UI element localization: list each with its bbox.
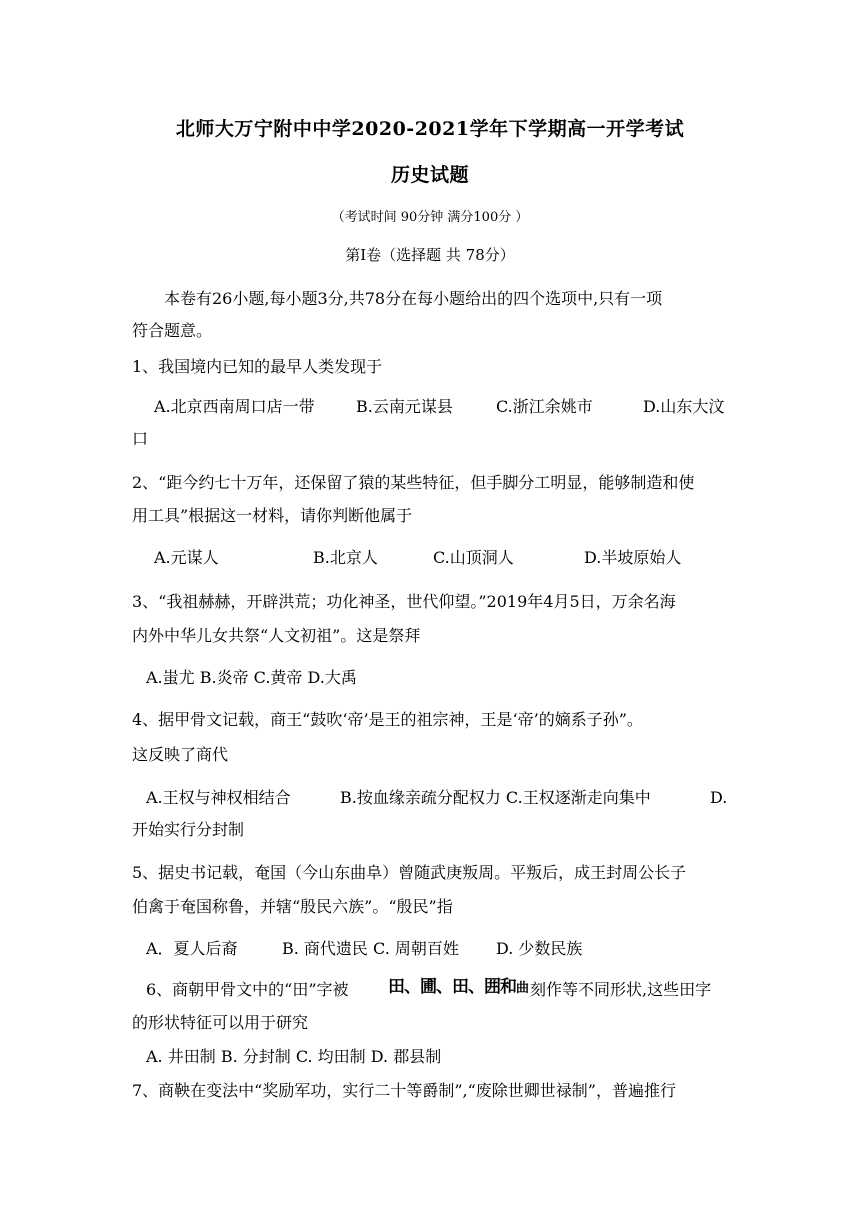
question-1-option-d-continued: 口	[132, 429, 149, 448]
instructions-line-1: 本卷有26小题,每小题3分,共78分在每小题给出的四个选项中,只有一项	[164, 289, 663, 308]
question-4-stem-line-1: 4、据甲骨文记载，商王“鼓吹‘帝’是王的祖宗神，王是‘帝’的嫡系子孙”。	[132, 710, 643, 729]
question-3-stem-line-2: 内外中华儿女共祭“人文初祖”。这是祭拜	[132, 626, 421, 645]
question-6-stem-part-1: 6、商朝甲骨文中的“田”字被	[146, 980, 349, 999]
question-2-option-a: A.元谋人	[154, 548, 219, 567]
question-6-options: A. 井田制 B. 分封制 C. 均田制 D. 郡县制	[146, 1047, 442, 1066]
question-1-option-a: A.北京西南周口店一带	[154, 397, 315, 416]
question-4-stem-line-2: 这反映了商代	[132, 745, 229, 764]
question-2-stem-line-2: 用工具”根据这一材料，请你判断他属于	[132, 506, 413, 525]
question-2-stem-line-1: 2、“距今约七十万年，还保留了猿的某些特征，但手脚分工明显，能够制造和使	[132, 473, 695, 492]
question-6-stem-line-2: 的形状特征可以用于研究	[132, 1013, 309, 1032]
section-heading: 第Ⅰ卷（选择题 共 78分）	[345, 246, 515, 264]
question-5-option-b-c: B. 商代遗民 C. 周朝百姓	[282, 939, 459, 958]
exam-subtitle: 历史试题	[390, 164, 469, 186]
question-2-option-d: D.半坡原始人	[584, 548, 682, 567]
question-6-stem-part-2: 刻作等不同形状,这些田字	[530, 980, 712, 999]
exam-info: （考试时间 90分钟 满分100分 ）	[331, 210, 529, 225]
question-3-options: A.蚩尤 B.炎帝 C.黄帝 D.大禹	[146, 668, 357, 687]
question-5-stem-line-1: 5、据史书记载，奄国（今山东曲阜）曾随武庚叛周。平叛后，成王封周公长子	[132, 863, 687, 882]
question-1-stem: 1、我国境内已知的最早人类发现于	[132, 357, 383, 376]
question-4-option-b-c: B.按血缘亲疏分配权力 C.王权逐渐走向集中	[340, 788, 651, 807]
question-2-option-b: B.北京人	[313, 548, 378, 567]
question-4-option-a: A.王权与神权相结合	[146, 788, 291, 807]
question-5-option-a: A．夏人后裔	[146, 939, 238, 958]
oracle-bone-tian-glyphs-image: 田、圃、田、囲和曲	[388, 977, 528, 997]
question-1-option-c: C.浙江余姚市	[496, 397, 593, 416]
exam-title: 北师大万宁附中中学2020-2021学年下学期高一开学考试	[175, 118, 685, 140]
question-4-option-d: D.	[710, 788, 728, 807]
question-1-option-d: D.山东大汶	[643, 397, 725, 416]
question-3-stem-line-1: 3、“我祖赫赫，开辟洪荒；功化神圣，世代仰望。”2019年4月5日，万余名海	[132, 592, 676, 611]
question-5-option-d: D. 少数民族	[496, 939, 583, 958]
question-2-option-c: C.山顶洞人	[433, 548, 514, 567]
instructions-line-2: 符合题意。	[132, 321, 213, 340]
question-5-stem-line-2: 伯禽于奄国称鲁，并辖“殷民六族”。“殷民”指	[132, 897, 453, 916]
question-7-stem-line-1: 7、商鞅在变法中“奖励军功，实行二十等爵制”,“废除世卿世禄制”，普遍推行	[132, 1081, 676, 1100]
question-4-option-d-continued: 开始实行分封制	[132, 820, 245, 839]
question-1-option-b: B.云南元谋县	[356, 397, 453, 416]
